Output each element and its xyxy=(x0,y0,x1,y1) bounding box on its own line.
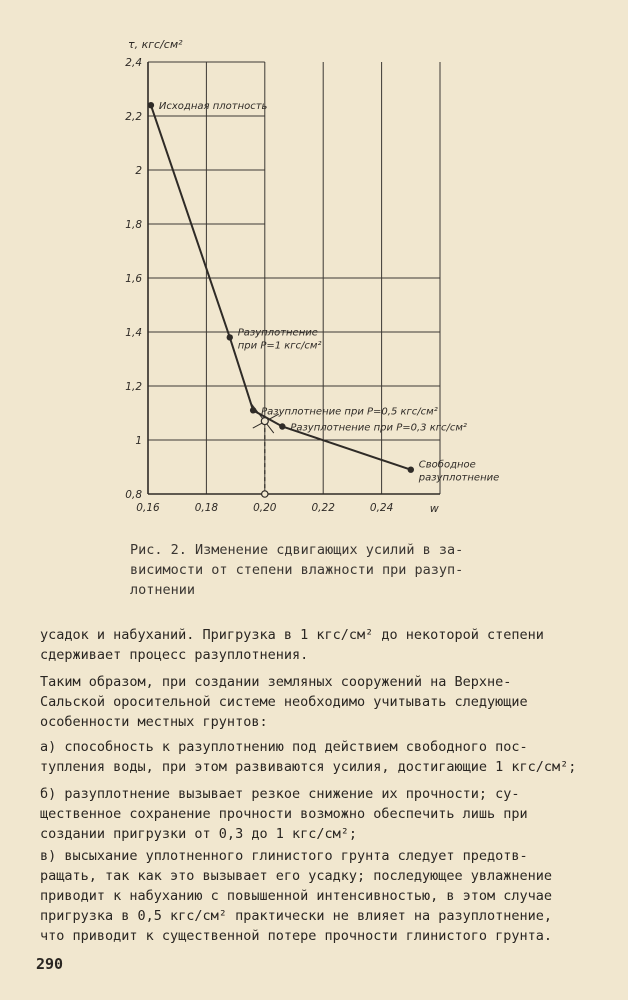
y-tick-label: 1,4 xyxy=(125,327,142,339)
data-point xyxy=(148,102,154,108)
text-line: в) высыхание уплотненного глинистого грунта следует предотв- xyxy=(40,848,528,864)
x-tick-label: 0,24 xyxy=(369,502,394,514)
point-label: разуплотнение xyxy=(418,472,500,484)
y-tick-label: 1,6 xyxy=(125,273,142,285)
x-tick-label: 0,20 xyxy=(253,502,277,514)
caption-line: Рис. 2. Изменение сдвигающих усилий в за- xyxy=(130,542,464,558)
tangent-point xyxy=(261,418,268,425)
text-line: пригрузка в 0,5 кгс/см² практически не влияет на разуплотнение, xyxy=(40,908,553,924)
x-axis-label: w xyxy=(429,502,439,515)
x-tick-label: 0,18 xyxy=(194,502,219,514)
page-number: 290 xyxy=(36,955,64,973)
paragraph-2 xyxy=(40,672,588,732)
y-tick-label: 2,2 xyxy=(125,111,142,123)
text-line: Таким образом, при создании земляных сооружений на Верхне- xyxy=(40,674,512,690)
chart-series xyxy=(148,102,414,497)
text-line: б) разуплотнение вызывает резкое снижение их прочности; су- xyxy=(40,786,520,802)
text-line: усадок и набуханий. Пригрузка в 1 кгс/см² до некоторой степени xyxy=(40,627,544,643)
paragraph-4 xyxy=(40,784,588,844)
data-point xyxy=(227,334,233,340)
point-label: при P=1 кгс/см² xyxy=(237,340,322,352)
text-line: Сальской оросительной системе необходимо учитывать следующие xyxy=(40,694,528,710)
chart-point-labels xyxy=(159,101,499,484)
paragraph-3 xyxy=(40,737,588,777)
point-label: Свободное xyxy=(418,459,476,471)
figure-caption xyxy=(130,540,530,600)
data-point xyxy=(250,407,256,413)
text-line: особенности местных грунтов: xyxy=(40,714,268,730)
data-point xyxy=(408,467,414,473)
text-line: щественное сохранение прочности возможно обеспечить лишь при xyxy=(40,806,528,822)
caption-line: лотнении xyxy=(130,582,196,598)
data-point xyxy=(279,423,285,429)
point-label: Разуплотнение при P=0,3 кгс/см² xyxy=(290,422,467,434)
text-line: что приводит к существенной потере прочности глинистого грунта. xyxy=(40,928,553,944)
y-tick-label: 0,8 xyxy=(125,489,142,501)
point-label: Разуплотнение xyxy=(237,327,318,339)
caption-line: висимости от степени влажности при разуп- xyxy=(130,562,464,578)
x-tick-label: 0,16 xyxy=(136,502,160,514)
y-axis-label: τ, кгс/см² xyxy=(128,38,183,51)
paragraph-5 xyxy=(40,846,588,946)
x-tick-label: 0,22 xyxy=(311,502,335,514)
point-label: Разуплотнение при P=0,5 кгс/см² xyxy=(261,406,438,418)
y-tick-label: 2,4 xyxy=(125,57,142,69)
y-tick-label: 2 xyxy=(135,165,142,177)
y-tick-label: 1 xyxy=(135,435,142,447)
y-tick-label: 1,8 xyxy=(125,219,142,231)
axis-marker xyxy=(262,491,268,497)
text-line: а) способность к разуплотнению под действием свободного пос- xyxy=(40,739,528,755)
text-line: сдерживает процесс разуплотнения. xyxy=(40,647,309,663)
text-line: ращать, так как это вызывает его усадку; последующее увлажнение xyxy=(40,868,553,884)
point-label: Исходная плотность xyxy=(158,101,268,113)
paragraph-1 xyxy=(40,625,588,665)
text-line: создании пригрузки от 0,3 до 1 кгс/см²; xyxy=(40,826,357,842)
text-line: тупления воды, при этом развиваются усилия, достигающие 1 кгс/см²; xyxy=(40,759,577,775)
y-tick-label: 1,2 xyxy=(125,381,142,393)
text-line: приводит к набуханию с повышенной интенсивностью, в этом случае xyxy=(40,888,553,904)
